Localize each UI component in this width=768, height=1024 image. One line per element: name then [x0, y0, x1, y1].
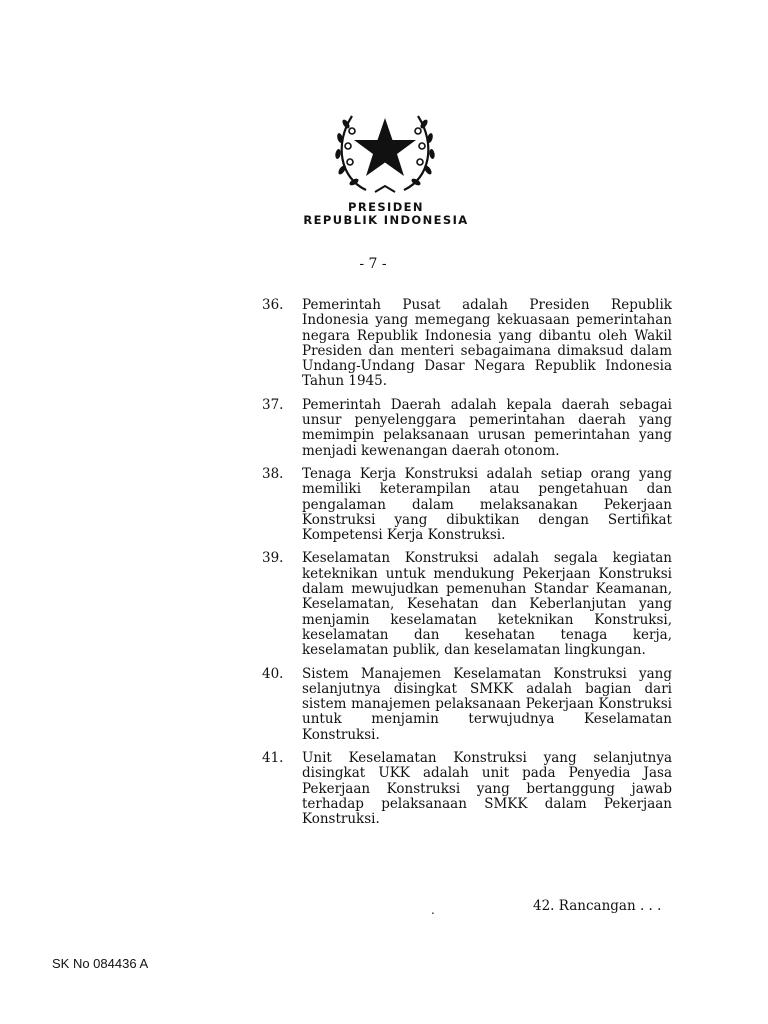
item-text: Pemerintah Daerah adalah kepala daerah sebagai unsur penyelenggara pemerintahan daerah yang memimpin pelaksanaan urusan pemerintahan yang menjadi kewenangan daerah otonom. — [302, 396, 672, 459]
definition-item-40 — [262, 667, 672, 743]
item-number: 41. — [262, 750, 284, 767]
definition-item-39 — [262, 551, 672, 658]
stray-dot: . — [431, 903, 435, 917]
definition-item-37 — [262, 398, 672, 459]
item-number: 38. — [262, 465, 284, 482]
garuda-star-emblem — [330, 104, 440, 196]
item-number: 40. — [262, 665, 284, 682]
page-number: - 7 - — [359, 256, 387, 272]
definition-item-36 — [262, 298, 672, 390]
item-text: Tenaga Kerja Konstruksi adalah setiap orang yang memiliki keterampilan atau pengetahuan dan pengalaman dalam melaksanakan Pekerjaan Konstruksi yang dibuktikan dengan Sertifikat Kompetensi Kerja Konstruksi. — [302, 465, 672, 544]
document-serial-code: SK No 084436 A — [52, 956, 149, 971]
item-text: Pemerintah Pusat adalah Presiden Republik Indonesia yang memegang kekuasaan pemerintahan negara Republik Indonesia yang dibantu oleh Wakil Presiden dan menteri sebagaimana dimaksud dalam Undang-Undang Dasar Negara Republik Indonesia Tahun 1945. — [302, 297, 672, 390]
definition-item-41 — [262, 751, 672, 827]
item-number: 36. — [262, 297, 284, 313]
item-text: Sistem Manajemen Keselamatan Konstruksi yang selanjutnya disingkat SMKK adalah bagian dari sistem manajemen pelaksanaan Pekerjaan Konstruksi untuk menjamin terwujudnya Keselamatan Konstruksi. — [302, 665, 672, 743]
header-presiden: PRESIDEN — [348, 200, 424, 214]
item-number: 39. — [262, 550, 284, 567]
item-number: 37. — [262, 396, 284, 413]
item-text: Unit Keselamatan Konstruksi yang selanjutnya disingkat UKK adalah unit pada Penyedia Jasa Pekerjaan Konstruksi yang bertanggung jawab terhadap pelaksanaan SMKK dalam Pekerjaan Konstruksi. — [302, 750, 672, 828]
catchword: 42. Rancangan . . . — [533, 898, 662, 914]
definition-item-38 — [262, 467, 672, 543]
definition-list — [262, 298, 672, 836]
header-republik-indonesia: REPUBLIK INDONESIA — [303, 213, 469, 227]
item-text: Keselamatan Konstruksi adalah segala kegiatan keteknikan untuk mendukung Pekerjaan Konstruksi dalam mewujudkan pemenuhan Standar Keamanan, Keselamatan, Kesehatan dan Keberlanjutan yang menjamin keselamatan keteknikan Konstruksi, keselamatan dan kesehatan tenaga kerja, keselamatan publik, dan keselamatan lingkungan. — [302, 550, 672, 659]
